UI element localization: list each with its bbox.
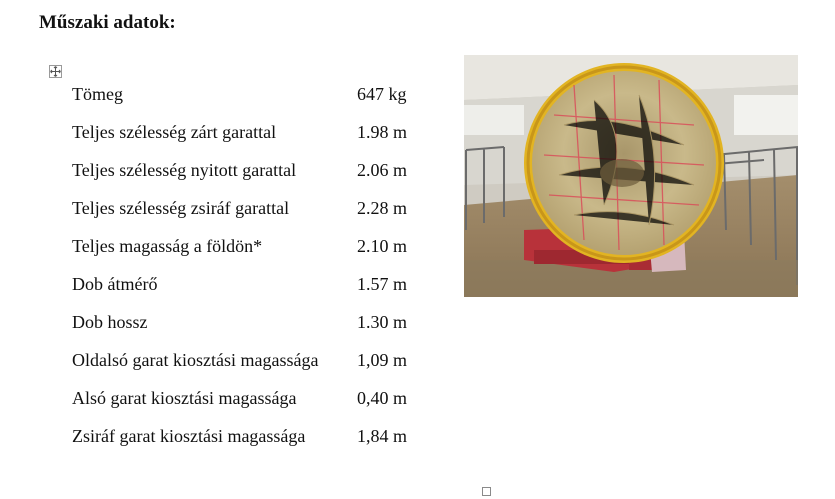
table-row	[72, 114, 427, 152]
spec-label: Teljes szélesség zárt garattal	[72, 122, 277, 142]
spec-label: Alsó garat kiosztási magassága	[72, 388, 297, 408]
spec-label: Dob hossz	[72, 312, 148, 332]
spec-label: Dob átmérő	[72, 274, 158, 294]
spec-value: 1.98 m	[357, 122, 408, 142]
paragraph-end-marker-icon	[482, 487, 491, 496]
table-row	[72, 152, 427, 190]
spec-value: 1.57 m	[357, 274, 408, 294]
spec-value: 647 kg	[357, 84, 407, 104]
table-row	[72, 76, 427, 114]
spec-label: Tömeg	[72, 84, 123, 104]
table-row	[72, 380, 427, 418]
spec-label: Zsiráf garat kiosztási magassága	[72, 426, 306, 446]
spec-label: Teljes magasság a földön*	[72, 236, 263, 256]
spec-label: Oldalsó garat kiosztási magassága	[72, 350, 319, 370]
spec-value: 2.28 m	[357, 198, 408, 218]
table-row	[72, 418, 427, 456]
table-row	[72, 228, 427, 266]
spec-label: Teljes szélesség nyitott garattal	[72, 160, 297, 180]
spec-value: 1,84 m	[357, 426, 408, 446]
spec-value: 2.10 m	[357, 236, 408, 256]
table-move-handle-icon[interactable]	[49, 65, 62, 78]
spec-value: 1,09 m	[357, 350, 408, 370]
table-row	[72, 342, 427, 380]
machine-photo	[464, 55, 798, 297]
section-heading: Műszaki adatok:	[39, 12, 176, 33]
spec-value: 1.30 m	[357, 312, 408, 332]
specifications-table	[72, 76, 427, 456]
spec-value: 2.06 m	[357, 160, 408, 180]
table-row	[72, 266, 427, 304]
spec-value: 0,40 m	[357, 388, 408, 408]
table-row	[72, 190, 427, 228]
table-row	[72, 304, 427, 342]
spec-label: Teljes szélesség zsiráf garattal	[72, 198, 290, 218]
